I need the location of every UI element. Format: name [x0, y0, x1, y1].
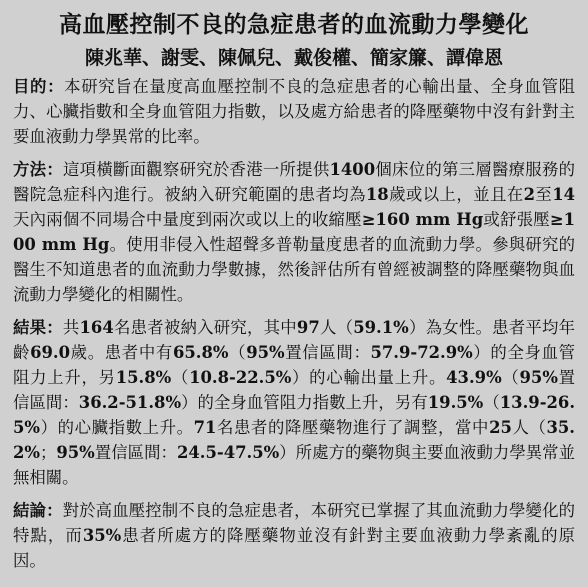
results-text: 共164名患者被納入研究，其中97人（59.1%）為女性。患者平均年齡69.0歲。患者中有65.8%（95%置信區間：57.9-72.9%）的全身血管阻力上升，另15.8%（10.8-22.5%）的心輸出量上升。43.9%（95%置信區間：36.2-51.8%）的全身血管阻力指數上升，另有19.5%（13.9-26.5%）的心臟指數上升。71名患者的降壓藥物進行了調整，當中25人（35.2%；95%置信區間：24.5-47.5%）所處方的藥物與主要血液動力學異常並無相關。	[13, 318, 576, 487]
objective-heading: 目的：	[13, 77, 65, 96]
objective-text: 本研究旨在量度高血壓控制不良的急症患者的心輸出量、全身血管阻力、心臟指數和全身血管阻力指數，以及處方給患者的降壓藥物中沒有針對主要血液動力學異常的比率。	[13, 77, 576, 146]
methods-heading: 方法：	[13, 160, 63, 179]
objective-section	[13, 74, 575, 149]
results-section	[13, 315, 575, 490]
methods-section	[13, 157, 575, 307]
conclusion-section	[13, 498, 575, 573]
methods-text: 這項橫斷面觀察研究於香港一所提供1400個床位的第三層醫療服務的醫院急症科內進行。被納入研究範圍的患者均為18歲或以上，並且在2至14天內兩個不同場合中量度到兩次或以上的收縮壓≥160 mm Hg或舒張壓≥100 mm Hg。使用非侵入性超聲多普勒量度患者的血流動力學。參與研究的醫生不知道患者的血流動力學數據，然後評估所有曾經被調整的降壓藥物與血流動力學變化的相關性。	[13, 160, 576, 304]
paper-title: 高血壓控制不良的急症患者的血流動力學變化	[59, 12, 529, 38]
results-heading: 結果：	[13, 318, 63, 337]
conclusion-heading: 結論：	[13, 501, 63, 520]
conclusion-text: 對於高血壓控制不良的急症患者，本研究已掌握了其血流動力學變化的特點，而35%患者所處方的降壓藥物並沒有針對主要血液動力學紊亂的原因。	[13, 501, 576, 570]
author-list: 陳兆華、謝雯、陳佩兒、戴俊權、簡家簾、譚偉恩	[84, 47, 503, 69]
